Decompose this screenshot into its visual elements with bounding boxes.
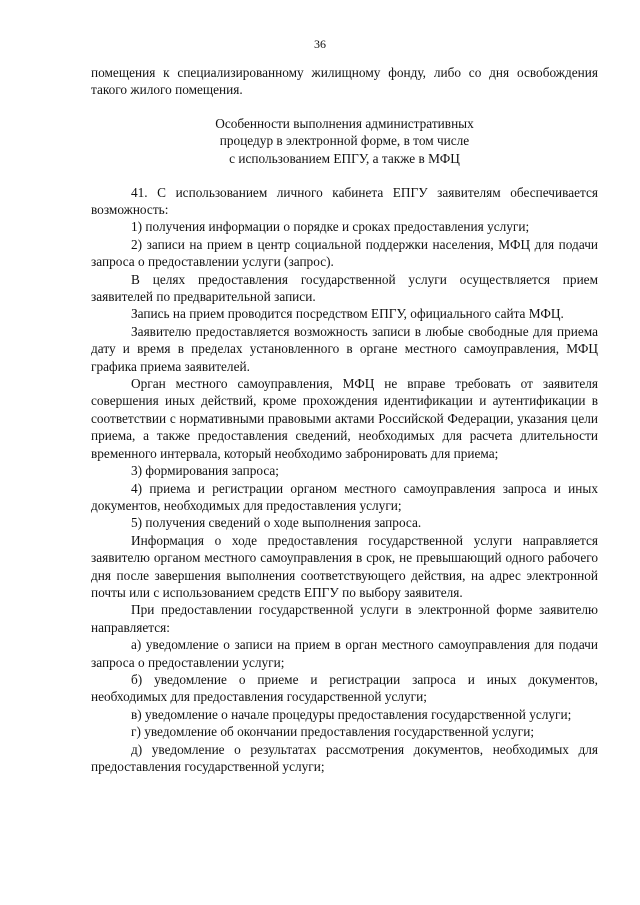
list-item-a: а) уведомление о записи на прием в орган местного самоуправления для подачи запроса о предоставлении услуги; [91, 637, 598, 670]
list-item-5: 5) получения сведений о ходе выполнения запроса. [131, 515, 422, 531]
list-item-v: в) уведомление о начале процедуры предоставления государственной услуги; [131, 706, 572, 722]
paragraph: Информация о ходе предоставления государственной услуги направляется заявителю органом местного самоуправления в срок, не превышающий одного рабочего дня после завершения выполнения соответствующего действия, на адрес электронной почты или с использованием средств ЕПГУ по выбору заявителя. [91, 532, 598, 600]
page-number: 36 [314, 37, 326, 51]
paragraph: Заявителю предоставляется возможность записи в любые свободные для приема дату и время в пределах установленного в органе местного самоуправления, МФЦ графика приема заявителей. [91, 323, 598, 374]
list-item-3: 3) формирования запроса; [131, 463, 279, 479]
paragraph: При предоставлении государственной услуги в электронной форме заявителю направляется: [91, 602, 598, 635]
list-item-1: 1) получения информации о порядке и сроках предоставления услуги; [131, 219, 530, 235]
list-item-b: б) уведомление о приеме и регистрации запроса и иных документов, необходимых для предоставления государственной услуги; [91, 671, 598, 705]
list-item-2: 2) записи на прием в центр социальной поддержки населения, МФЦ для подачи запроса о предоставлении услуги (запрос). [91, 236, 598, 270]
list-item-g: г) уведомление об окончании предоставления государственной услуги; [131, 724, 535, 740]
list-item-d: д) уведомление о результатах рассмотрения документов, необходимых для предоставления государственной услуги; [91, 741, 598, 774]
section-heading-line-2: процедур в электронной форме, в том числе [219, 133, 470, 149]
paragraph: Орган местного самоуправления, МФЦ не вправе требовать от заявителя совершения иных действий, кроме прохождения идентификации и аутентификации в соответствии с нормативными правовыми актами Российской Федерации, указания цели приема, а также предоставления сведений, необходимых для расчета длительности временного интервала, который необходимо забронировать для приема; [91, 376, 598, 461]
paragraph: Запись на прием проводится посредством ЕПГУ, официального сайта МФЦ. [131, 306, 564, 322]
list-item-4: 4) приема и регистрации органом местного самоуправления запроса и иных документов, необходимых для предоставления услуги; [91, 480, 598, 513]
section-heading-line-1: Особенности выполнения административных [215, 115, 474, 131]
paragraph-continuation: помещения к специализированному жилищному фонду, либо со дня освобождения такого жилого помещения. [91, 65, 598, 98]
paragraph: В целях предоставления государственной услуги осуществляется прием заявителей по предварительной записи. [91, 271, 598, 305]
section-heading-line-3: с использованием ЕПГУ, а также в МФЦ [229, 151, 460, 166]
document-body [91, 64, 598, 775]
section-heading [91, 115, 598, 168]
paragraph-41: 41. С использованием личного кабинета ЕПГУ заявителям обеспечивается возможность: [91, 184, 598, 217]
